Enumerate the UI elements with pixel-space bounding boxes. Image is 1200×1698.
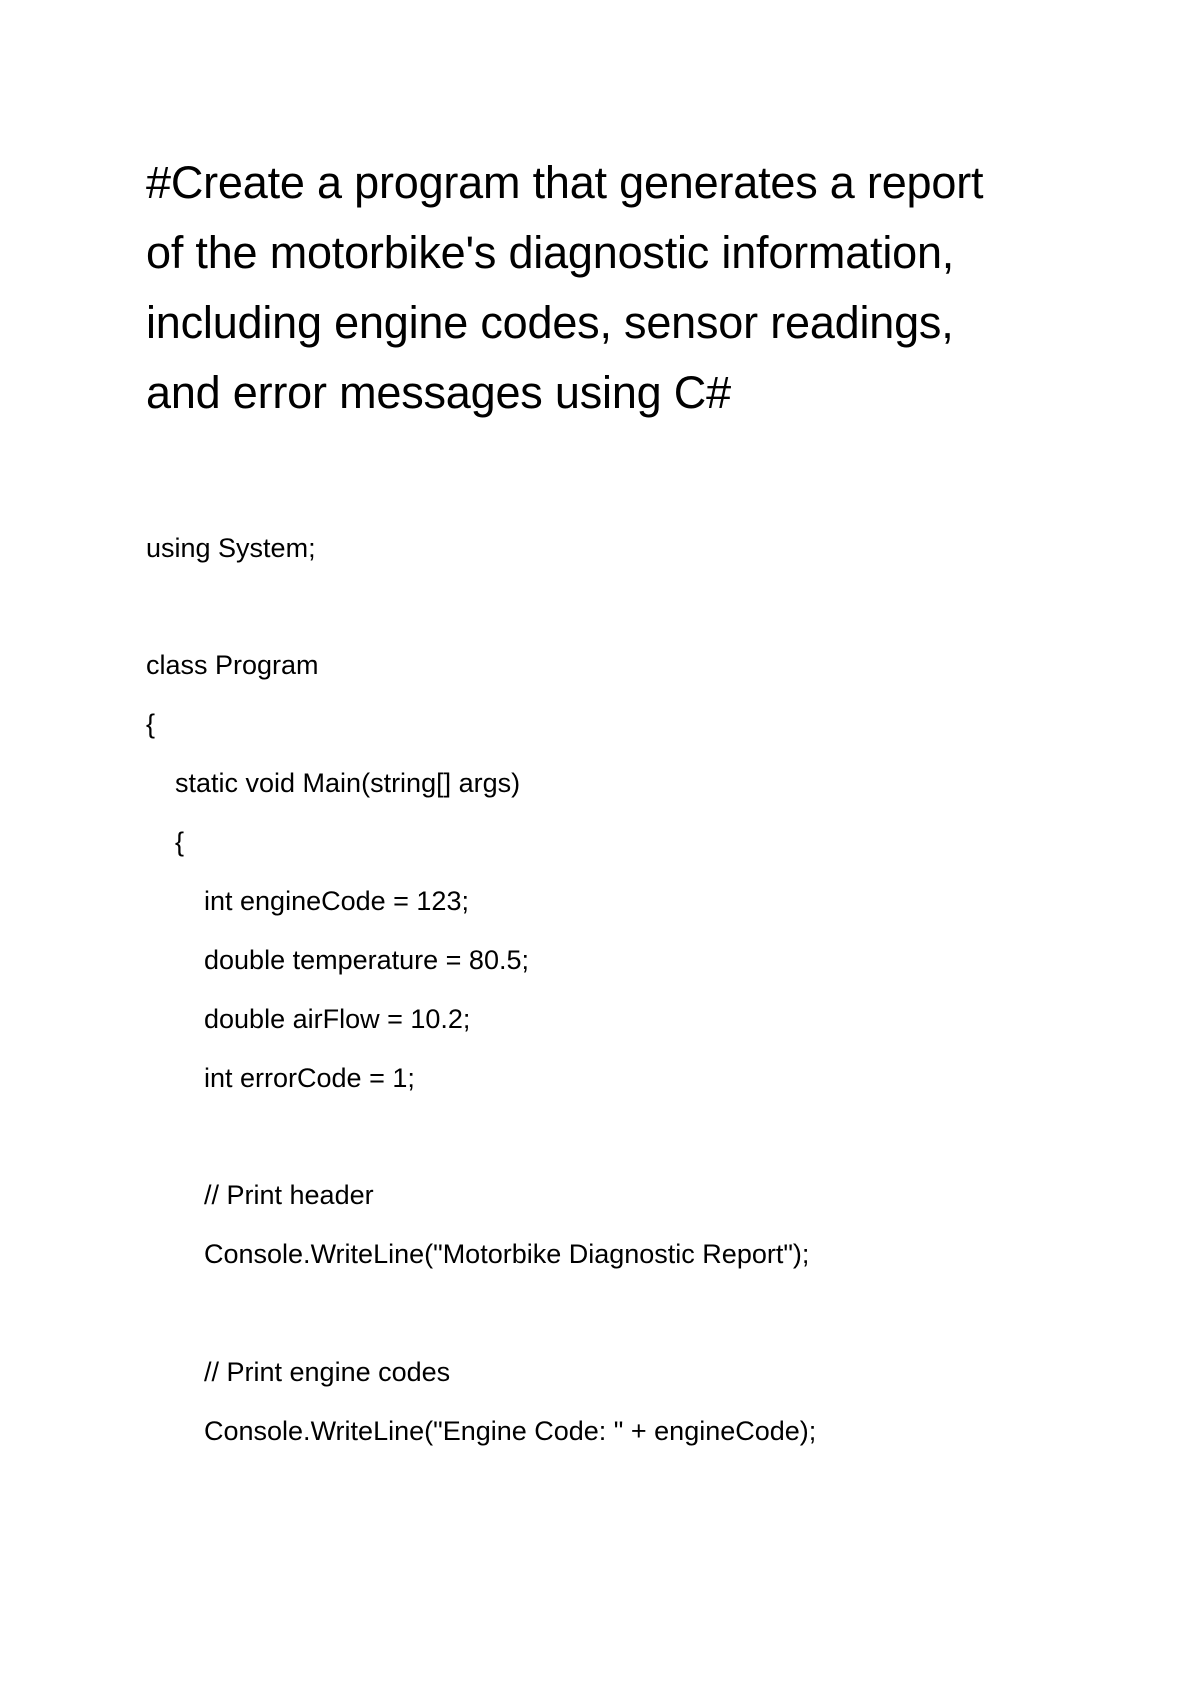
title-line: of the motorbike's diagnostic information, (146, 227, 955, 278)
title-line: #Create a program that generates a report (146, 157, 984, 208)
title-line: including engine codes, sensor readings, (146, 297, 954, 348)
code-line-using: using System; (146, 533, 316, 563)
code-line-comment-header: // Print header (204, 1180, 374, 1210)
code-line-engine-code: int engineCode = 123; (204, 886, 469, 916)
document-title (146, 148, 1106, 428)
code-line-error-code: int errorCode = 1; (204, 1063, 415, 1093)
title-line: and error messages using C# (146, 367, 731, 418)
code-line-comment-engine: // Print engine codes (204, 1357, 451, 1387)
code-line-class: class Program (146, 650, 319, 680)
code-line-print-engine: Console.WriteLine("Engine Code: " + engineCode); (204, 1416, 817, 1446)
code-line-print-header: Console.WriteLine("Motorbike Diagnostic Report"); (204, 1239, 810, 1269)
code-line-temperature: double temperature = 80.5; (204, 945, 529, 975)
code-line-airflow: double airFlow = 10.2; (204, 1004, 471, 1034)
code-line-open-brace: { (146, 709, 156, 739)
code-line-open-brace-main: { (175, 827, 185, 857)
code-line-main: static void Main(string[] args) (175, 768, 521, 798)
